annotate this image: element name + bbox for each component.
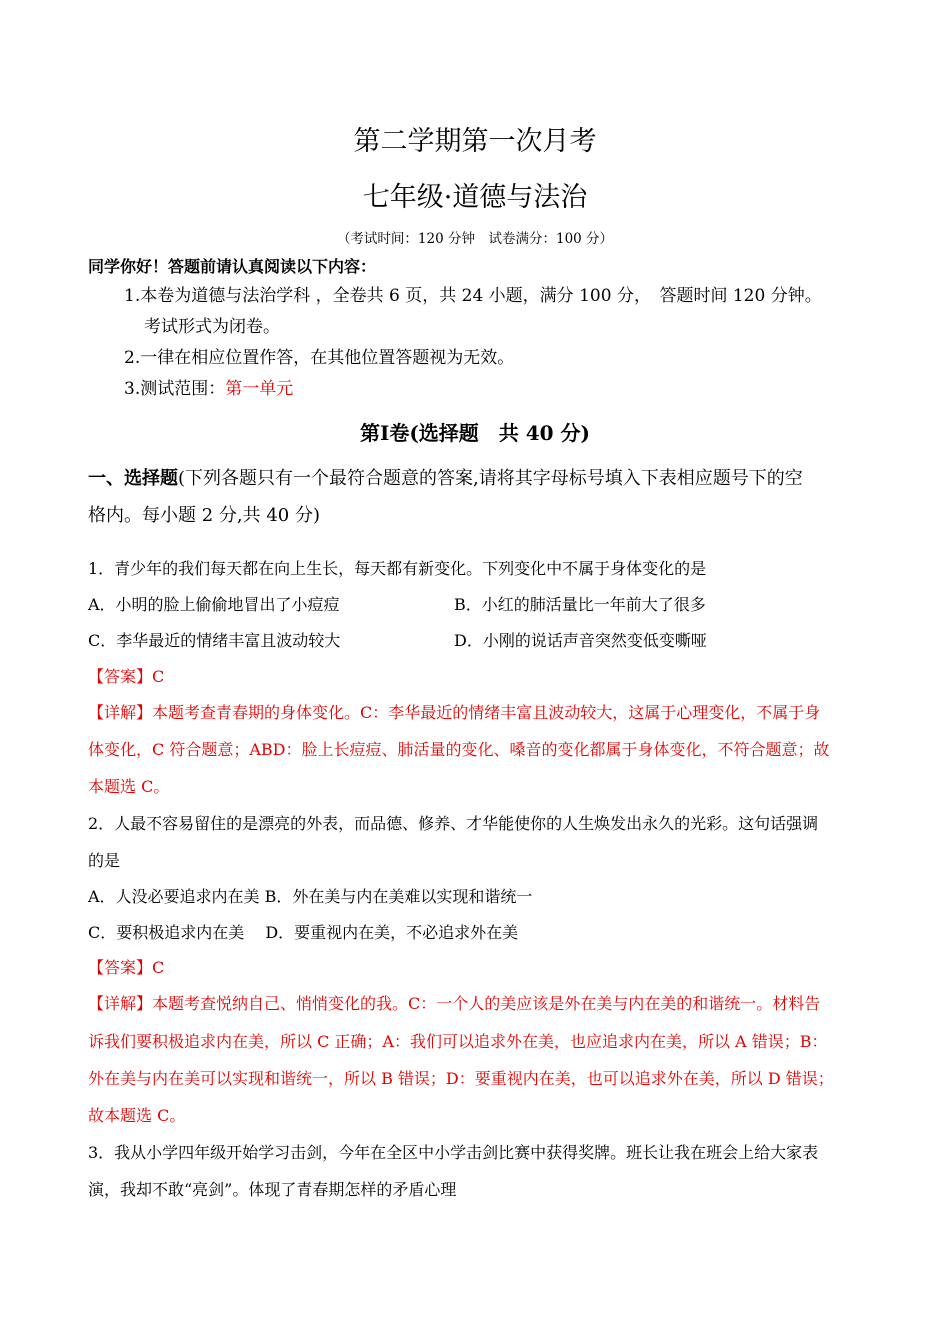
part-heading [88, 466, 803, 492]
question-2-options-cd: C．要积极追求内在美 D．要重视内在美，不必追求外在美 [88, 923, 519, 942]
question-3-stem: 3．我从小学四年级开始学习击剑，今年在全区中小学击剑比赛中获得奖牌。班长让我在班会上给大家表 [88, 1143, 819, 1162]
part-label: 一、选择题 [88, 468, 178, 489]
instruction-item-3-label: 3.测试范围： [124, 379, 226, 399]
question-2-explain-line: 【详解】本题考查悦纳自己、悄悄变化的我。C：一个人的美应该是外在美与内在美的和谐统一。材料告 [88, 994, 821, 1013]
question-2-explain-line: 诉我们要积极追求内在美，所以 C 正确；A：我们可以追求外在美，也应追求内在美，所以 A 错误；B： [88, 1032, 828, 1051]
question-2-stem: 2．人最不容易留住的是漂亮的外表，而品德、修养、才华能使你的人生焕发出永久的光彩。这句话强调 [88, 814, 819, 833]
test-scope: 第一单元 [225, 379, 294, 399]
part-description-cont: 格内。每小题 2 分,共 40 分) [88, 505, 320, 526]
question-1-explain-line: 本题选 C。 [88, 777, 170, 796]
question-1-option-c: C．李华最近的情绪丰富且波动较大 [88, 631, 341, 650]
instructions-greeting: 同学你好！答题前请认真阅读以下内容： [88, 257, 377, 276]
question-1-explain-line: 【详解】本题考查青春期的身体变化。C：李华最近的情绪丰富且波动较大，这属于心理变化，不属于身 [88, 703, 821, 722]
instruction-item-1: 1.本卷为道德与法治学科 ，全卷共 6 页，共 24 小题，满分 100 分， 答题时间 120 分钟。 [124, 286, 822, 306]
exam-info: （考试时间：120 分钟 试卷满分：100 分） [336, 231, 614, 247]
question-2-explain-line: 外在美与内在美可以实现和谐统一，所以 B 错误；D：要重视内在美，也可以追求外在美，所以 D 错误； [88, 1069, 834, 1088]
question-2-options-ab: A．人没必要追求内在美 B．外在美与内在美难以实现和谐统一 [88, 887, 533, 906]
exam-title: 第二学期第一次月考 [353, 126, 597, 157]
question-1-option-d: D．小刚的说话声音突然变低变嘶哑 [454, 631, 707, 650]
question-1-explain-line: 体变化，C 符合题意；ABD：脸上长痘痘、肺活量的变化、嗓音的变化都属于身体变化，不符合题意；故 [88, 740, 830, 759]
question-2-answer: 【答案】C [88, 958, 165, 977]
question-1-answer: 【答案】C [88, 667, 165, 686]
question-1-option-b: B．小红的肺活量比一年前大了很多 [454, 595, 706, 614]
question-1-option-a: A．小明的脸上偷偷地冒出了小痘痘 [88, 595, 340, 614]
instruction-item-3 [124, 377, 293, 401]
exam-subtitle: 七年级·道德与法治 [362, 182, 588, 213]
part-description: (下列各题只有一个最符合题意的答案,请将其字母标号填入下表相应题号下的空 [178, 468, 803, 489]
question-3-stem-cont: 演，我却不敢“亮剑”。体现了青春期怎样的矛盾心理 [88, 1180, 457, 1199]
section-title: 第Ⅰ卷(选择题 共 40 分) [359, 421, 591, 445]
question-1-stem: 1．青少年的我们每天都在向上生长，每天都有新变化。下列变化中不属于身体变化的是 [88, 559, 707, 578]
instruction-item-2: 2.一律在相应位置作答，在其他位置答题视为无效。 [124, 348, 515, 368]
question-2-explain-line: 故本题选 C。 [88, 1106, 186, 1125]
question-2-stem-cont: 的是 [88, 851, 121, 870]
instruction-item-1-cont: 考试形式为闭卷。 [144, 317, 280, 337]
